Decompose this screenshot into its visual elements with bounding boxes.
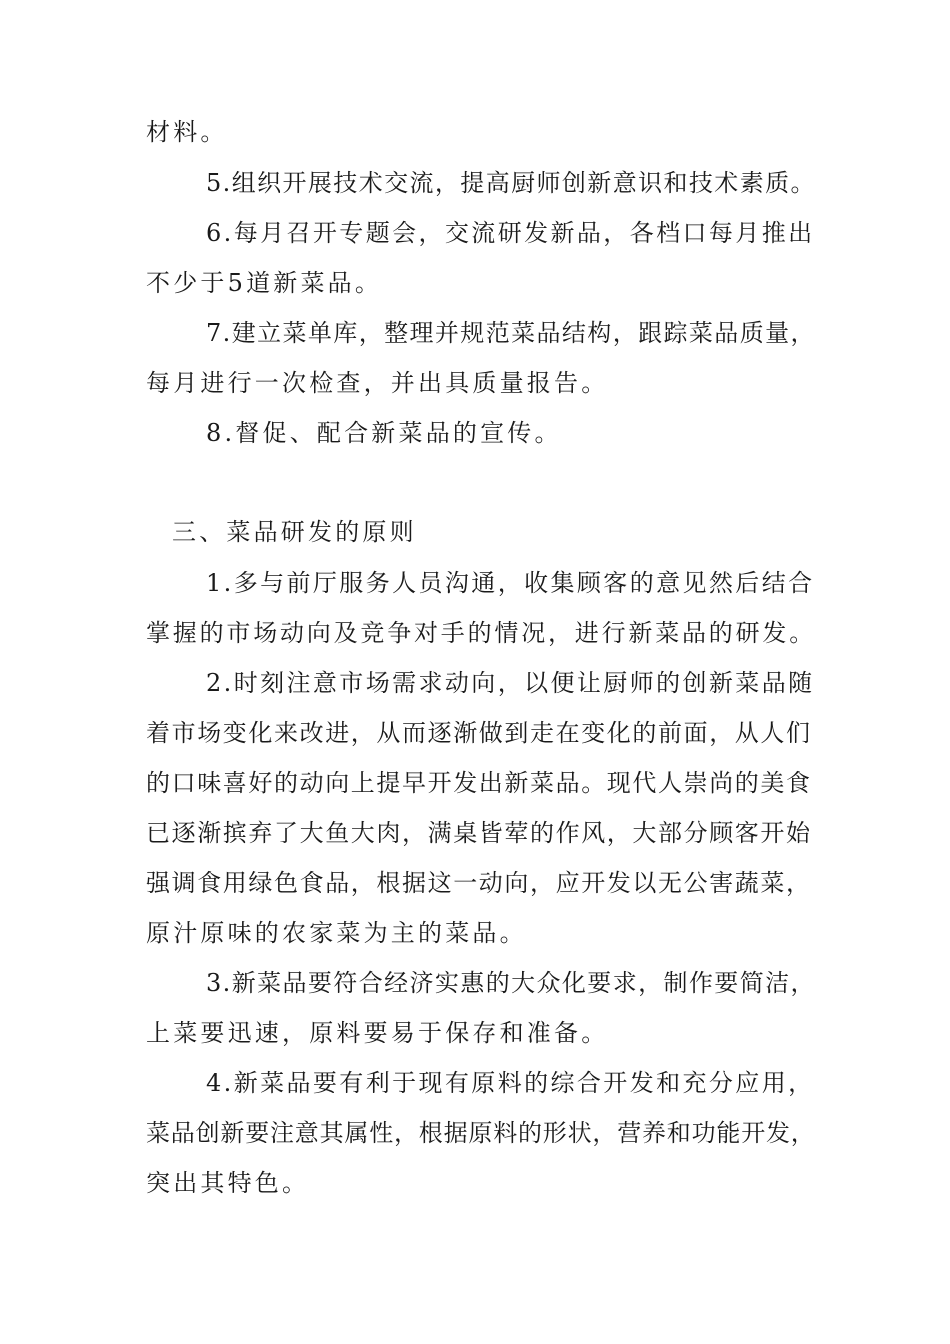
text-line: 材料。 xyxy=(146,118,228,146)
text-line: 4.新菜品要有利于现有原料的综合开发和充分应用， xyxy=(206,1069,815,1097)
text-line: 2.时刻注意市场需求动向，以便让厨师的创新菜品随 xyxy=(206,669,815,697)
text-line: 已逐渐摈弃了大鱼大肉，满桌皆荤的作风，大部分顾客开始 xyxy=(146,819,812,847)
text-line: 突出其特色。 xyxy=(146,1169,310,1197)
text-line: 强调食用绿色食品，根据这一动向，应开发以无公害蔬菜， xyxy=(146,869,812,897)
text-line: 1.多与前厅服务人员沟通，收集顾客的意见然后结合 xyxy=(206,569,815,597)
text-line: 7.建立菜单库，整理并规范菜品结构，跟踪菜品质量， xyxy=(206,319,816,347)
text-line: 着市场变化来改进，从而逐渐做到走在变化的前面，从人们 xyxy=(146,719,812,747)
text-line: 5.组织开展技术交流，提高厨师创新意识和技术素质。 xyxy=(206,169,816,197)
text-line: 8.督促、配合新菜品的宣传。 xyxy=(206,419,562,447)
text-line: 3.新菜品要符合经济实惠的大众化要求，制作要简洁， xyxy=(206,969,816,997)
text-line: 掌握的市场动向及竞争对手的情况，进行新菜品的研发。 xyxy=(146,619,816,647)
text-line: 每月进行一次检查，并出具质量报告。 xyxy=(146,369,609,397)
text-line: 上菜要迅速，原料要易于保存和准备。 xyxy=(146,1019,609,1047)
text-line: 不少于5道新菜品。 xyxy=(146,269,383,297)
section-heading: 三、菜品研发的原则 xyxy=(172,518,417,546)
text-line: 菜品创新要注意其属性，根据原料的形状，营养和功能开发， xyxy=(146,1119,816,1147)
text-line: 的口味喜好的动向上提早开发出新菜品。现代人崇尚的美食 xyxy=(146,769,812,797)
text-line: 原汁原味的农家菜为主的菜品。 xyxy=(146,919,527,947)
text-line: 6.每月召开专题会，交流研发新品，各档口每月推出 xyxy=(206,219,815,247)
